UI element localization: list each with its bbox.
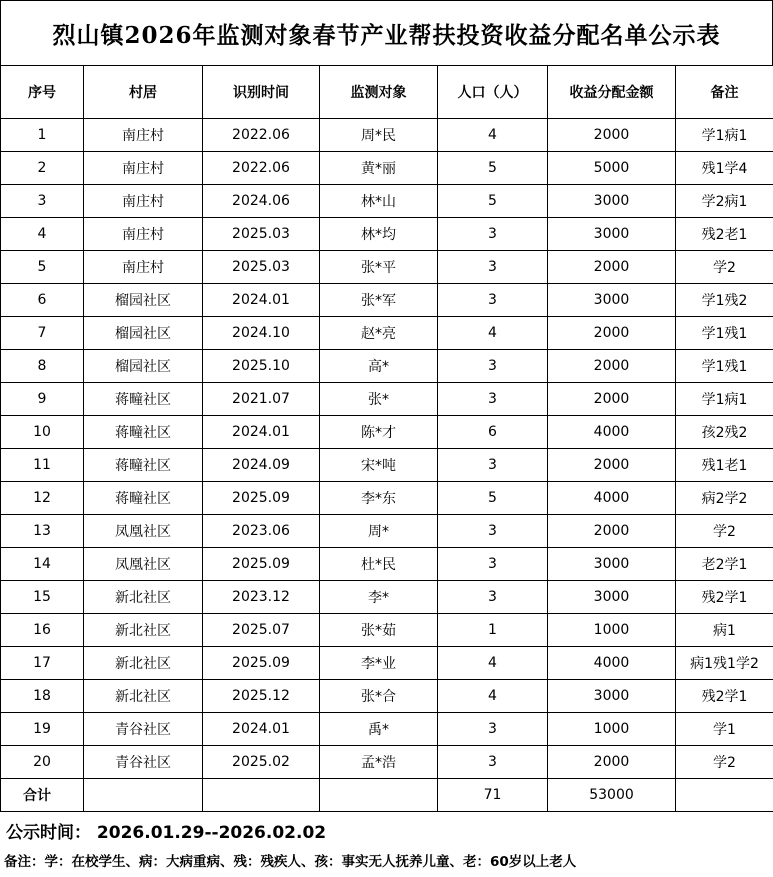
cell-population: 3 bbox=[438, 713, 548, 746]
cell-remarks: 学1 bbox=[676, 713, 773, 746]
cell-village: 新北社区 bbox=[84, 614, 203, 647]
cell-identified-time: 2025.07 bbox=[203, 614, 320, 647]
cell-index: 12 bbox=[1, 482, 84, 515]
cell-identified-time: 2022.06 bbox=[203, 119, 320, 152]
cell-remarks: 老2学1 bbox=[676, 548, 773, 581]
cell-village: 榴园社区 bbox=[84, 284, 203, 317]
cell-amount: 2000 bbox=[548, 350, 676, 383]
table-row bbox=[1, 449, 773, 482]
cell-index: 14 bbox=[1, 548, 84, 581]
cell-identified-time: 2025.02 bbox=[203, 746, 320, 779]
table-row bbox=[1, 482, 773, 515]
header-amount: 收益分配金额 bbox=[548, 66, 676, 119]
cell-monitored-person: 周*民 bbox=[320, 119, 438, 152]
cell-remarks: 学1残1 bbox=[676, 350, 773, 383]
table-row bbox=[1, 515, 773, 548]
cell-monitored-person: 李* bbox=[320, 581, 438, 614]
cell-monitored-person: 张*茹 bbox=[320, 614, 438, 647]
cell-remarks: 学2 bbox=[676, 251, 773, 284]
cell-population: 4 bbox=[438, 317, 548, 350]
cell-identified-time: 2023.12 bbox=[203, 581, 320, 614]
cell-population: 3 bbox=[438, 218, 548, 251]
cell-remarks: 病2学2 bbox=[676, 482, 773, 515]
cell-monitored-person: 陈*才 bbox=[320, 416, 438, 449]
cell-village: 蒋疃社区 bbox=[84, 383, 203, 416]
cell-identified-time: 2024.06 bbox=[203, 185, 320, 218]
cell-monitored-person: 张*平 bbox=[320, 251, 438, 284]
cell-index: 17 bbox=[1, 647, 84, 680]
remarks-legend: 备注：学：在校学生、病：大病重病、残：残疾人、孩：事实无人抚养儿童、老：60岁以上老人 bbox=[4, 854, 577, 870]
cell-index: 16 bbox=[1, 614, 84, 647]
cell-amount: 3000 bbox=[548, 680, 676, 713]
cell-remarks: 病1残1学2 bbox=[676, 647, 773, 680]
cell-monitored-person: 周* bbox=[320, 515, 438, 548]
cell-population: 5 bbox=[438, 185, 548, 218]
table-row bbox=[1, 185, 773, 218]
cell-index: 2 bbox=[1, 152, 84, 185]
cell-index: 20 bbox=[1, 746, 84, 779]
cell-remarks: 学2 bbox=[676, 515, 773, 548]
cell-identified-time: 2024.09 bbox=[203, 449, 320, 482]
cell-monitored-person: 禹* bbox=[320, 713, 438, 746]
cell-identified-time: 2022.06 bbox=[203, 152, 320, 185]
cell-population: 4 bbox=[438, 680, 548, 713]
cell-population: 5 bbox=[438, 152, 548, 185]
cell-monitored-person: 赵*亮 bbox=[320, 317, 438, 350]
cell-identified-time: 2024.10 bbox=[203, 317, 320, 350]
total-label: 合计 bbox=[1, 779, 84, 812]
cell-amount: 4000 bbox=[548, 482, 676, 515]
cell-amount: 4000 bbox=[548, 647, 676, 680]
cell-population: 5 bbox=[438, 482, 548, 515]
cell-amount: 2000 bbox=[548, 119, 676, 152]
cell-amount: 1000 bbox=[548, 713, 676, 746]
cell-index: 6 bbox=[1, 284, 84, 317]
cell-village: 南庄村 bbox=[84, 119, 203, 152]
cell-amount: 2000 bbox=[548, 449, 676, 482]
cell-identified-time: 2023.06 bbox=[203, 515, 320, 548]
cell-population: 3 bbox=[438, 350, 548, 383]
total-empty-cell bbox=[203, 779, 320, 812]
cell-village: 南庄村 bbox=[84, 185, 203, 218]
cell-identified-time: 2025.09 bbox=[203, 548, 320, 581]
cell-index: 9 bbox=[1, 383, 84, 416]
cell-amount: 5000 bbox=[548, 152, 676, 185]
cell-monitored-person: 张* bbox=[320, 383, 438, 416]
cell-population: 4 bbox=[438, 647, 548, 680]
cell-monitored-person: 李*东 bbox=[320, 482, 438, 515]
table-row bbox=[1, 152, 773, 185]
table-header-row bbox=[1, 66, 773, 119]
cell-remarks: 学1残2 bbox=[676, 284, 773, 317]
cell-amount: 3000 bbox=[548, 284, 676, 317]
cell-amount: 3000 bbox=[548, 548, 676, 581]
cell-village: 蒋疃社区 bbox=[84, 416, 203, 449]
cell-amount: 3000 bbox=[548, 218, 676, 251]
cell-village: 榴园社区 bbox=[84, 317, 203, 350]
header-remarks: 备注 bbox=[676, 66, 773, 119]
total-empty-cell bbox=[84, 779, 203, 812]
cell-amount: 2000 bbox=[548, 515, 676, 548]
cell-village: 青谷社区 bbox=[84, 746, 203, 779]
table-body bbox=[1, 119, 773, 779]
header-monitored-person: 监测对象 bbox=[320, 66, 438, 119]
cell-village: 新北社区 bbox=[84, 680, 203, 713]
cell-monitored-person: 张*合 bbox=[320, 680, 438, 713]
total-amount: 53000 bbox=[548, 779, 676, 812]
cell-remarks: 残2学1 bbox=[676, 680, 773, 713]
cell-monitored-person: 林*山 bbox=[320, 185, 438, 218]
cell-remarks: 残1老1 bbox=[676, 449, 773, 482]
table-row bbox=[1, 746, 773, 779]
cell-village: 青谷社区 bbox=[84, 713, 203, 746]
cell-remarks: 孩2残2 bbox=[676, 416, 773, 449]
cell-index: 18 bbox=[1, 680, 84, 713]
cell-village: 新北社区 bbox=[84, 647, 203, 680]
table-row bbox=[1, 713, 773, 746]
cell-remarks: 学2 bbox=[676, 746, 773, 779]
cell-identified-time: 2021.07 bbox=[203, 383, 320, 416]
cell-village: 南庄村 bbox=[84, 152, 203, 185]
cell-monitored-person: 李*业 bbox=[320, 647, 438, 680]
cell-amount: 2000 bbox=[548, 251, 676, 284]
cell-amount: 2000 bbox=[548, 317, 676, 350]
cell-index: 4 bbox=[1, 218, 84, 251]
table-row bbox=[1, 680, 773, 713]
cell-population: 3 bbox=[438, 548, 548, 581]
cell-remarks: 残1学4 bbox=[676, 152, 773, 185]
table-row bbox=[1, 284, 773, 317]
cell-population: 3 bbox=[438, 284, 548, 317]
cell-village: 蒋疃社区 bbox=[84, 482, 203, 515]
cell-village: 新北社区 bbox=[84, 581, 203, 614]
cell-amount: 3000 bbox=[548, 185, 676, 218]
cell-identified-time: 2025.03 bbox=[203, 251, 320, 284]
cell-amount: 4000 bbox=[548, 416, 676, 449]
cell-remarks: 学1病1 bbox=[676, 119, 773, 152]
cell-index: 19 bbox=[1, 713, 84, 746]
table-row bbox=[1, 548, 773, 581]
table-row bbox=[1, 383, 773, 416]
cell-index: 8 bbox=[1, 350, 84, 383]
header-population: 人口（人） bbox=[438, 66, 548, 119]
cell-identified-time: 2025.03 bbox=[203, 218, 320, 251]
table-row bbox=[1, 251, 773, 284]
cell-index: 10 bbox=[1, 416, 84, 449]
header-identified-time: 识别时间 bbox=[203, 66, 320, 119]
cell-population: 6 bbox=[438, 416, 548, 449]
cell-index: 5 bbox=[1, 251, 84, 284]
cell-village: 南庄村 bbox=[84, 251, 203, 284]
cell-population: 3 bbox=[438, 746, 548, 779]
cell-village: 凤凰社区 bbox=[84, 548, 203, 581]
total-empty-cell bbox=[320, 779, 438, 812]
table-row bbox=[1, 119, 773, 152]
cell-identified-time: 2024.01 bbox=[203, 284, 320, 317]
total-population: 71 bbox=[438, 779, 548, 812]
cell-index: 7 bbox=[1, 317, 84, 350]
cell-index: 1 bbox=[1, 119, 84, 152]
cell-population: 3 bbox=[438, 515, 548, 548]
cell-remarks: 学1残1 bbox=[676, 317, 773, 350]
total-empty-cell bbox=[676, 779, 773, 812]
total-row bbox=[1, 779, 773, 812]
cell-amount: 2000 bbox=[548, 383, 676, 416]
cell-identified-time: 2025.10 bbox=[203, 350, 320, 383]
table-row bbox=[1, 350, 773, 383]
cell-identified-time: 2025.09 bbox=[203, 647, 320, 680]
cell-monitored-person: 杜*民 bbox=[320, 548, 438, 581]
table-row bbox=[1, 647, 773, 680]
cell-monitored-person: 孟*浩 bbox=[320, 746, 438, 779]
table-row bbox=[1, 416, 773, 449]
cell-village: 南庄村 bbox=[84, 218, 203, 251]
cell-population: 3 bbox=[438, 251, 548, 284]
cell-monitored-person: 黄*丽 bbox=[320, 152, 438, 185]
cell-village: 凤凰社区 bbox=[84, 515, 203, 548]
table-row bbox=[1, 218, 773, 251]
cell-remarks: 学1病1 bbox=[676, 383, 773, 416]
cell-population: 3 bbox=[438, 581, 548, 614]
cell-index: 11 bbox=[1, 449, 84, 482]
cell-monitored-person: 高* bbox=[320, 350, 438, 383]
cell-amount: 1000 bbox=[548, 614, 676, 647]
cell-remarks: 残2老1 bbox=[676, 218, 773, 251]
header-village: 村居 bbox=[84, 66, 203, 119]
cell-index: 15 bbox=[1, 581, 84, 614]
table-row bbox=[1, 317, 773, 350]
cell-population: 3 bbox=[438, 383, 548, 416]
cell-remarks: 学2病1 bbox=[676, 185, 773, 218]
header-index: 序号 bbox=[1, 66, 84, 119]
cell-identified-time: 2025.09 bbox=[203, 482, 320, 515]
table-row bbox=[1, 581, 773, 614]
cell-amount: 3000 bbox=[548, 581, 676, 614]
cell-population: 1 bbox=[438, 614, 548, 647]
publication-time: 公示时间： 2026.01.29--2026.02.02 bbox=[6, 823, 327, 843]
cell-index: 13 bbox=[1, 515, 84, 548]
distribution-table bbox=[0, 65, 773, 812]
cell-village: 榴园社区 bbox=[84, 350, 203, 383]
document-title: 烈山镇2026年监测对象春节产业帮扶投资收益分配名单公示表 bbox=[0, 0, 773, 66]
cell-index: 3 bbox=[1, 185, 84, 218]
cell-identified-time: 2024.01 bbox=[203, 713, 320, 746]
cell-monitored-person: 张*军 bbox=[320, 284, 438, 317]
cell-remarks: 残2学1 bbox=[676, 581, 773, 614]
cell-identified-time: 2024.01 bbox=[203, 416, 320, 449]
cell-village: 蒋疃社区 bbox=[84, 449, 203, 482]
cell-monitored-person: 林*均 bbox=[320, 218, 438, 251]
cell-amount: 2000 bbox=[548, 746, 676, 779]
cell-identified-time: 2025.12 bbox=[203, 680, 320, 713]
cell-monitored-person: 宋*吨 bbox=[320, 449, 438, 482]
cell-population: 3 bbox=[438, 449, 548, 482]
cell-remarks: 病1 bbox=[676, 614, 773, 647]
cell-population: 4 bbox=[438, 119, 548, 152]
table-row bbox=[1, 614, 773, 647]
